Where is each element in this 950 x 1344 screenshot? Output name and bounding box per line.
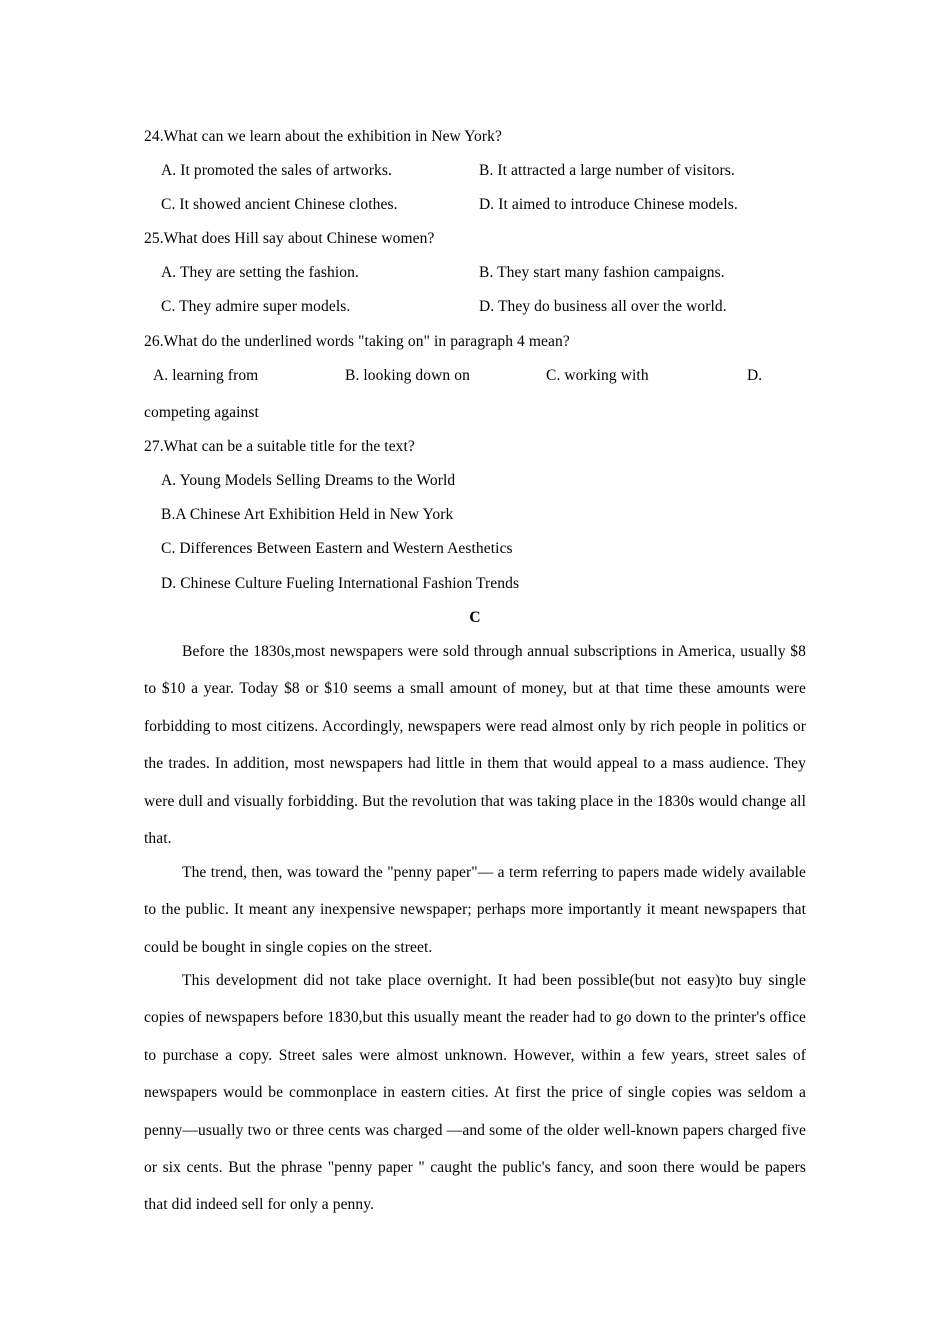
question-27-option-c: C. Differences Between Eastern and Western Aesthetics (161, 540, 513, 557)
passage-paragraph-2: The trend, then, was toward the "penny paper"— a term referring to papers made widely available to the public. It meant any inexpensive newspaper; perhaps more importantly it meant newspapers that could be bought in single copies on the street. (144, 864, 806, 956)
question-24-stem: 24.What can we learn about the exhibition in New York? (144, 128, 502, 145)
question-26-option-b: B. looking down on (345, 367, 470, 384)
question-26-option-a: A. learning from (153, 367, 259, 384)
question-25-option-d: D. They do business all over the world. (479, 298, 727, 315)
question-25-option-a: A. They are setting the fashion. (161, 264, 359, 281)
question-27-option-a: A. Young Models Selling Dreams to the World (161, 472, 456, 489)
question-24-option-b: B. It attracted a large number of visitors. (479, 162, 735, 179)
question-24-option-a: A. It promoted the sales of artworks. (161, 162, 392, 179)
passage-paragraph-3: This development did not take place overnight. It had been possible(but not easy)to buy single copies of newspapers before 1830,but this usually meant the reader had to go down to the printer's office to purchase a copy. Street sales were almost unknown. However, within a few years, street sales of newspapers would be commonplace in eastern cities. At first the price of single copies was seldom a penny—usually two or three cents was charged —and some of the older well-known papers charged five or six cents. But the phrase "penny paper " caught the public's fancy, and soon there would be papers that did indeed sell for only a penny. (144, 972, 806, 1214)
question-25-option-c: C. They admire super models. (161, 298, 351, 315)
question-25-stem: 25.What does Hill say about Chinese women? (144, 230, 435, 247)
question-26-option-d-label: D. (747, 367, 763, 384)
question-26-option-c: C. working with (546, 367, 649, 384)
question-24-option-d: D. It aimed to introduce Chinese models. (479, 196, 738, 213)
question-25-option-b: B. They start many fashion campaigns. (479, 264, 725, 281)
passage-paragraph-1: Before the 1830s,most newspapers were sold through annual subscriptions in America, usually $8 to $10 a year. Today $8 or $10 seems a small amount of money, but at that time these amounts were forbidding to most citizens. Accordingly, newspapers were read almost only by rich people in politics or the trades. In addition, most newspapers had little in them that would appeal to a mass audience. They were dull and visually forbidding. But the revolution that was taking place in the 1830s would change all that. (144, 643, 806, 848)
question-27-option-d: D. Chinese Culture Fueling International Fashion Trends (161, 575, 520, 592)
question-27-stem: 27.What can be a suitable title for the text? (144, 438, 415, 455)
question-27-option-b: B.A Chinese Art Exhibition Held in New York (161, 506, 454, 523)
question-26-stem: 26.What do the underlined words "taking on" in paragraph 4 mean? (144, 333, 570, 350)
question-26-option-d-text: competing against (144, 404, 259, 421)
question-24-option-c: C. It showed ancient Chinese clothes. (161, 196, 398, 213)
section-heading: C (469, 609, 481, 626)
